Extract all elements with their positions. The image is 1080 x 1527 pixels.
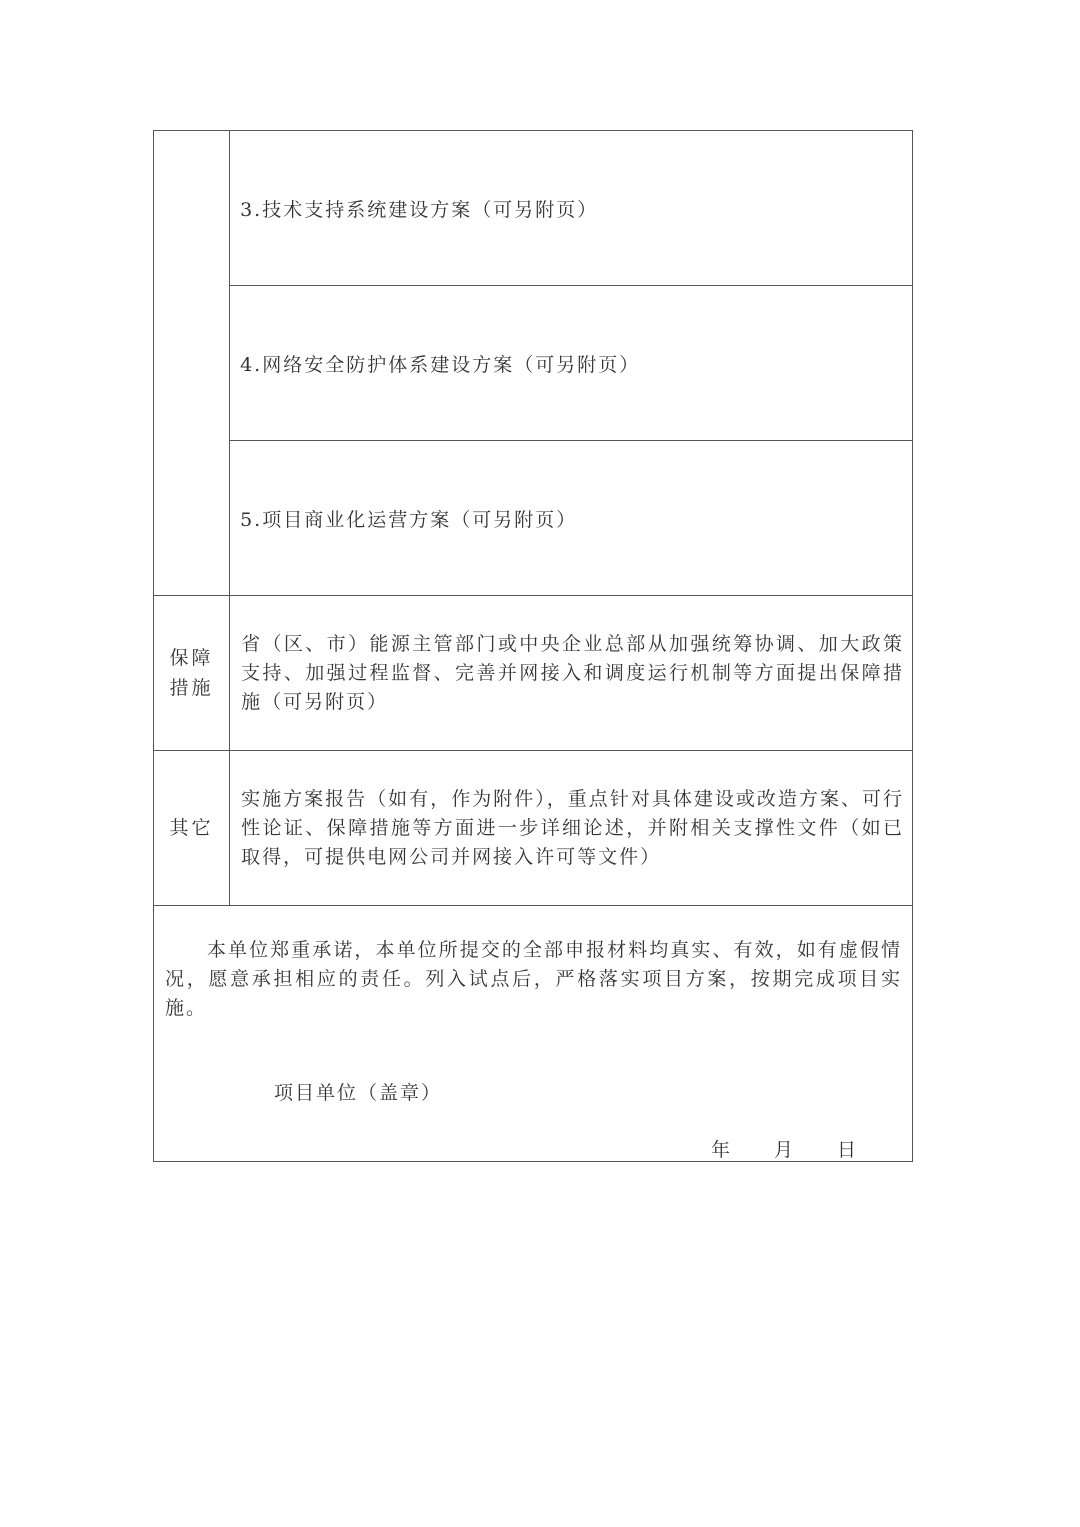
commercial-operation-plan-cell [230,441,913,596]
row-safeguards [154,596,913,751]
safeguards-label [154,643,229,703]
commitment-cell [154,906,913,1162]
row-other [154,751,913,906]
row-commitment [154,906,913,1162]
network-security-plan-text: 4.网络安全防护体系建设方案（可另附页） [240,353,641,376]
network-security-plan-cell [230,286,913,441]
unit-seal-label: 项目单位（盖章） [274,1082,443,1104]
other-body-cell [230,751,913,906]
tech-support-plan-cell [230,131,913,286]
row-commercial-operation-plan [154,441,913,596]
safeguards-label-cell [154,596,230,751]
commercial-operation-plan-text: 5.项目商业化运营方案（可另附页） [240,508,578,531]
safeguards-label-line1: 保障 [169,647,214,669]
date-month-label: 月 [773,1139,793,1161]
commitment-statement: 本单位郑重承诺，本单位所提交的全部申报材料均真实、有效，如有虚假情况，愿意承担相应的责任。列入试点后，严格落实项目方案，按期完成项目实施。 [165,939,902,1019]
safeguards-label-line2: 措施 [169,677,214,699]
date-day-label: 日 [836,1139,856,1161]
application-form-table [153,130,913,1162]
blank-label-cell [154,131,230,596]
date-year-label: 年 [710,1139,730,1161]
other-body: 实施方案报告（如有，作为附件），重点针对具体建设或改造方案、可行性论证、保障措施等方面进一步详细论述，并附相关支撑性文件（如已取得，可提供电网公司并网接入许可等文件） [241,787,904,868]
row-network-security-plan [154,286,913,441]
other-label-cell [154,751,230,906]
row-tech-support-plan [154,131,913,286]
tech-support-plan-text: 3.技术支持系统建设方案（可另附页） [240,198,599,221]
safeguards-body: 省（区、市）能源主管部门或中央企业总部从加强统筹协调、加大政策支持、加强过程监督、完善并网接入和调度运行机制等方面提出保障措施（可另附页） [241,632,904,713]
safeguards-body-cell [230,596,913,751]
date-line [711,1135,856,1162]
other-label: 其它 [169,817,214,839]
